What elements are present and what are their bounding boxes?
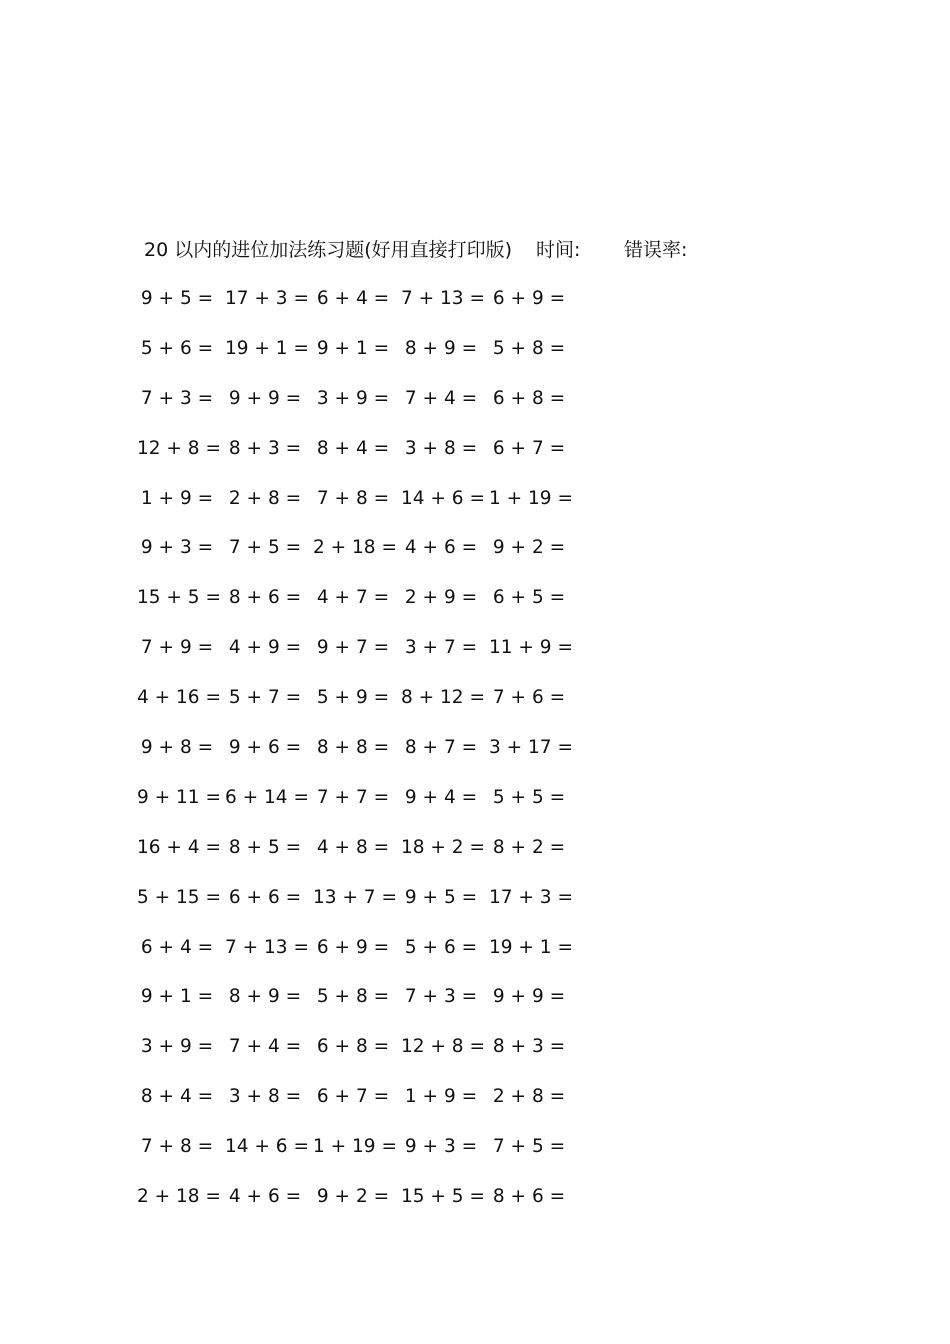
worksheet-title: 20 以内的进位加法练习题(好用直接打印版) [144,239,513,261]
addition-problem: 12 + 8 = [401,1036,485,1058]
addition-problem: 7 + 5 = [492,1136,566,1158]
addition-problem: 9 + 9 = [228,387,302,409]
addition-problem: 3 + 9 = [316,387,390,409]
addition-problem: 19 + 1 = [489,936,573,958]
problem-row [140,1084,600,1134]
addition-problem: 8 + 4 = [140,1086,214,1108]
problem-row [140,984,600,1034]
addition-problem: 6 + 14 = [225,786,309,808]
addition-problem: 12 + 8 = [137,437,221,459]
addition-problem: 6 + 4 = [140,936,214,958]
addition-problem: 9 + 1 = [316,337,390,359]
addition-problem: 8 + 6 = [228,587,302,609]
addition-problem: 9 + 1 = [140,986,214,1008]
addition-problem: 5 + 6 = [404,936,478,958]
addition-problem: 9 + 3 = [404,1136,478,1158]
problem-row [137,585,600,635]
addition-problem: 3 + 7 = [404,637,478,659]
addition-problem: 2 + 18 = [137,1186,221,1208]
addition-problem: 8 + 12 = [401,687,485,709]
addition-problem: 8 + 6 = [492,1186,566,1208]
addition-problem: 3 + 17 = [489,737,573,759]
problem-row [140,1034,600,1084]
addition-problem: 8 + 7 = [404,737,478,759]
addition-problem: 4 + 6 = [228,1186,302,1208]
addition-problem: 17 + 3 = [489,886,573,908]
addition-problem: 9 + 3 = [140,537,214,559]
addition-problem: 7 + 6 = [492,687,566,709]
addition-problem: 18 + 2 = [401,836,485,858]
addition-problem: 8 + 2 = [492,836,566,858]
addition-problem: 14 + 6 = [225,1136,309,1158]
addition-problem: 5 + 15 = [137,886,221,908]
addition-problem: 7 + 13 = [225,936,309,958]
problem-row [140,386,600,436]
problem-row [140,735,600,785]
problem-row [140,635,600,685]
problem-row [140,1134,600,1184]
addition-problem: 9 + 7 = [316,637,390,659]
addition-problem: 6 + 8 = [492,387,566,409]
addition-problem: 6 + 4 = [316,288,390,309]
addition-problem: 4 + 9 = [228,637,302,659]
addition-problem: 6 + 6 = [228,886,302,908]
addition-problem: 6 + 9 = [492,288,566,309]
addition-problem: 9 + 11 = [137,786,221,808]
addition-problem: 4 + 16 = [137,687,221,709]
addition-problem: 1 + 19 = [313,1136,397,1158]
addition-problem: 7 + 9 = [140,637,214,659]
addition-problem: 6 + 8 = [316,1036,390,1058]
addition-problem: 16 + 4 = [137,836,221,858]
addition-problem: 7 + 3 = [140,387,214,409]
addition-problem: 8 + 9 = [404,337,478,359]
addition-problem: 7 + 3 = [404,986,478,1008]
addition-problem: 6 + 9 = [316,936,390,958]
addition-problem: 7 + 4 = [404,387,478,409]
addition-problem: 6 + 5 = [492,587,566,609]
problem-grid [137,286,600,1234]
addition-problem: 8 + 4 = [316,437,390,459]
addition-problem: 5 + 9 = [316,687,390,709]
addition-problem: 4 + 8 = [316,836,390,858]
addition-problem: 7 + 8 = [316,487,390,509]
addition-problem: 6 + 7 = [492,437,566,459]
problem-row [137,685,600,735]
addition-problem: 15 + 5 = [137,587,221,609]
problem-row [137,1184,600,1234]
addition-problem: 7 + 8 = [140,1136,214,1158]
addition-problem: 15 + 5 = [401,1186,485,1208]
error-rate-label: 错误率: [624,239,688,261]
addition-problem: 9 + 8 = [140,737,214,759]
addition-problem: 8 + 8 = [316,737,390,759]
addition-problem: 5 + 6 = [140,337,214,359]
addition-problem: 3 + 8 = [404,437,478,459]
addition-problem: 2 + 9 = [404,587,478,609]
addition-problem: 7 + 5 = [228,537,302,559]
problem-row [140,935,600,985]
problem-row [137,436,600,486]
addition-problem: 8 + 9 = [228,986,302,1008]
addition-problem: 2 + 8 = [228,487,302,509]
addition-problem: 9 + 9 = [492,986,566,1008]
addition-problem: 1 + 9 = [140,487,214,509]
problem-row [137,785,600,835]
addition-problem: 3 + 8 = [228,1086,302,1108]
addition-problem: 9 + 6 = [228,737,302,759]
time-label: 时间: [536,239,581,261]
addition-problem: 4 + 7 = [316,587,390,609]
problem-row [140,336,600,386]
addition-problem: 19 + 1 = [225,337,309,359]
addition-problem: 8 + 5 = [228,836,302,858]
addition-problem: 9 + 4 = [404,786,478,808]
addition-problem: 8 + 3 = [228,437,302,459]
addition-problem: 9 + 5 = [404,886,478,908]
addition-problem: 5 + 8 = [492,337,566,359]
problem-row [137,885,600,935]
addition-problem: 2 + 18 = [313,537,397,559]
addition-problem: 5 + 8 = [316,986,390,1008]
addition-problem: 13 + 7 = [313,886,397,908]
addition-problem: 9 + 5 = [140,288,214,309]
addition-problem: 14 + 6 = [401,487,485,509]
addition-problem: 11 + 9 = [489,637,573,659]
addition-problem: 5 + 5 = [492,786,566,808]
addition-problem: 2 + 8 = [492,1086,566,1108]
addition-problem: 1 + 19 = [489,487,573,509]
addition-problem: 7 + 13 = [401,288,485,309]
addition-problem: 9 + 2 = [492,537,566,559]
addition-problem: 4 + 6 = [404,537,478,559]
addition-problem: 7 + 7 = [316,786,390,808]
problem-row [140,286,600,336]
addition-problem: 5 + 7 = [228,687,302,709]
addition-problem: 7 + 4 = [228,1036,302,1058]
addition-problem: 3 + 9 = [140,1036,214,1058]
addition-problem: 17 + 3 = [225,288,309,309]
addition-problem: 1 + 9 = [404,1086,478,1108]
problem-row [137,835,600,885]
addition-problem: 9 + 2 = [316,1186,390,1208]
addition-problem: 6 + 7 = [316,1086,390,1108]
addition-problem: 8 + 3 = [492,1036,566,1058]
problem-row [140,486,600,536]
problem-row [140,535,600,585]
